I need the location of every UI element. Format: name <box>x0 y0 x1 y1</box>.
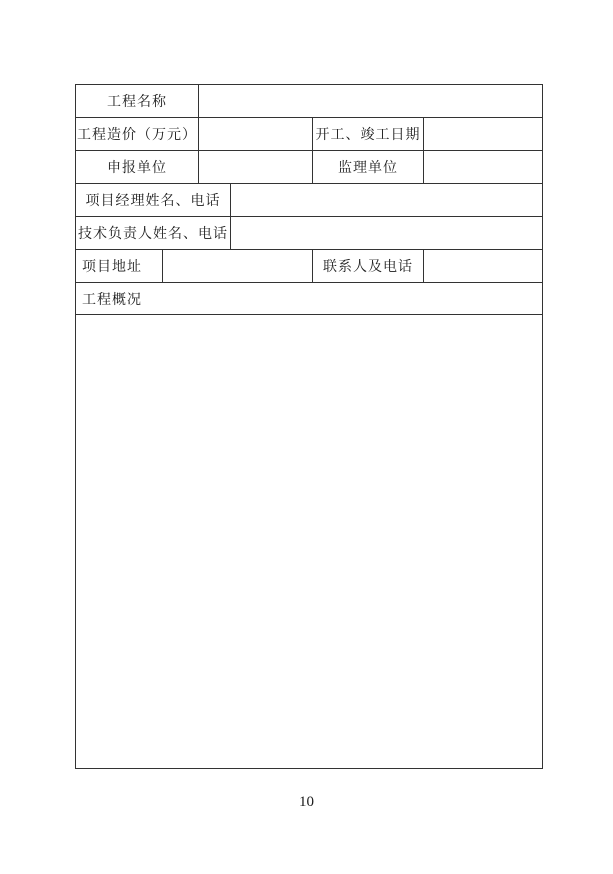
address-field[interactable] <box>162 250 312 282</box>
overview-field[interactable] <box>76 315 542 768</box>
contact-field[interactable] <box>423 250 542 282</box>
page-number: 10 <box>299 794 314 810</box>
row-project-name <box>76 85 542 118</box>
tech-lead-field[interactable] <box>230 217 542 249</box>
project-manager-label: 项目经理姓名、电话 <box>85 193 221 209</box>
applicant-field[interactable] <box>198 151 312 183</box>
row-project-manager <box>76 184 542 217</box>
tech-lead-label: 技术负责人姓名、电话 <box>78 226 228 242</box>
project-manager-field[interactable] <box>230 184 542 216</box>
supervisor-label: 监理单位 <box>312 151 423 183</box>
project-info-form <box>75 84 543 769</box>
row-applicant-supervisor <box>76 151 542 184</box>
supervisor-field[interactable] <box>423 151 542 183</box>
project-name-field[interactable] <box>198 85 542 117</box>
contact-label: 联系人及电话 <box>312 250 423 282</box>
row-overview-heading <box>76 283 542 315</box>
start-end-date-label: 开工、竣工日期 <box>312 118 423 150</box>
start-end-date-field[interactable] <box>423 118 542 150</box>
project-name-label: 工程名称 <box>107 94 167 110</box>
address-label: 项目地址 <box>82 259 142 275</box>
row-tech-lead <box>76 217 542 250</box>
applicant-label: 申报单位 <box>107 160 167 176</box>
overview-label: 工程概况 <box>82 291 142 308</box>
row-address-contact <box>76 250 542 283</box>
cost-field[interactable] <box>198 118 312 150</box>
cost-label: 工程造价（万元） <box>77 127 197 143</box>
row-cost-dates <box>76 118 542 151</box>
